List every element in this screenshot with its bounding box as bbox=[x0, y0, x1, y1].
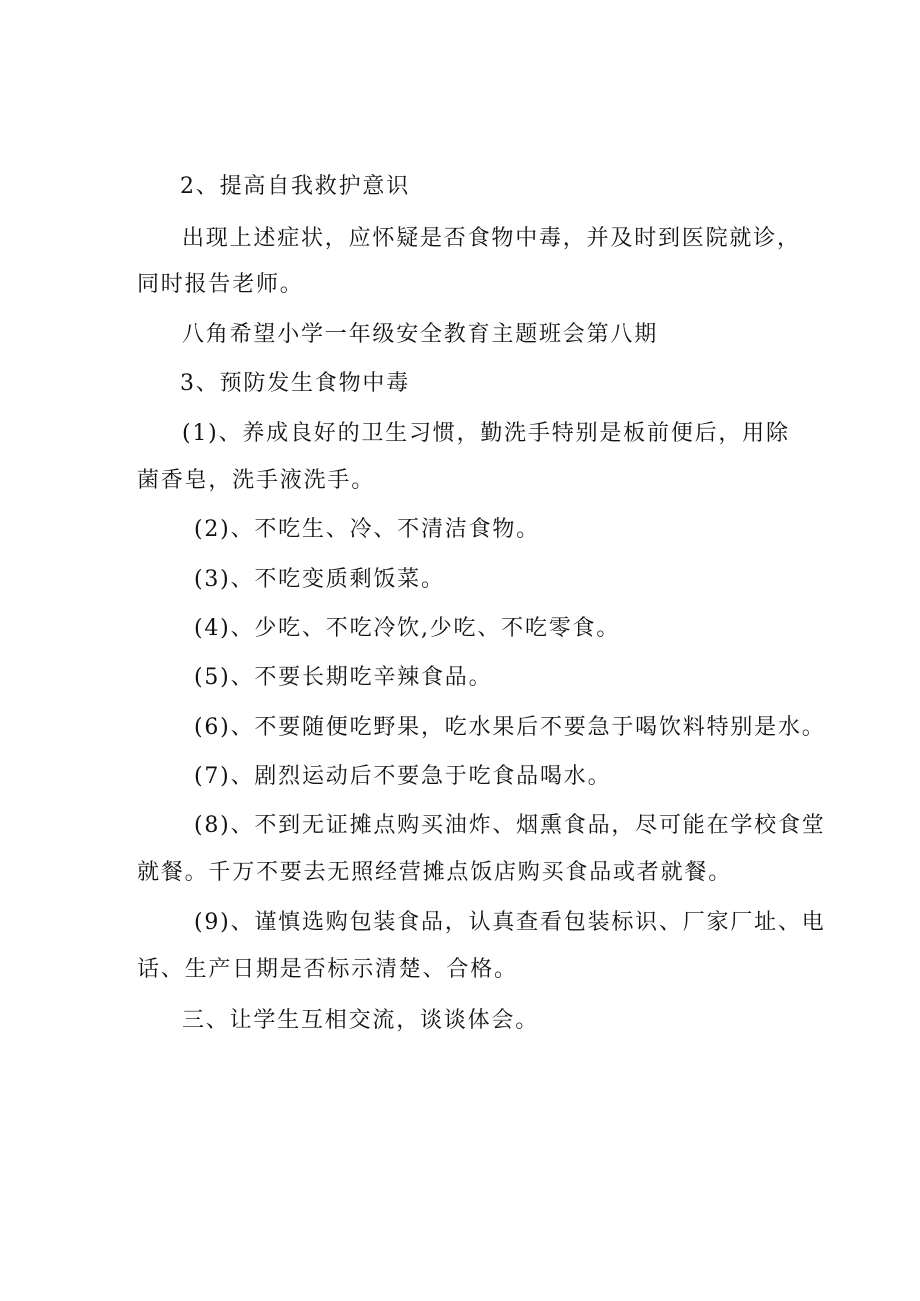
item-6: (6)、不要随便吃野果，吃水果后不要急于喝饮料特别是水。 bbox=[194, 715, 826, 740]
item-8-line-1: (8)、不到无证摊点购买油炸、烟熏食品，尽可能在学校食堂 bbox=[194, 813, 826, 838]
item-1-line-2: 菌香皂，洗手液洗手。 bbox=[137, 468, 376, 493]
heading-self-rescue: 2、提高自我救护意识 bbox=[180, 174, 410, 199]
item-7: (7)、剧烈运动后不要急于吃食品喝水。 bbox=[194, 764, 612, 789]
paragraph-symptoms-line-2: 同时报告老师。 bbox=[137, 272, 304, 297]
item-9-line-2: 话、生产日期是否标示清楚、合格。 bbox=[137, 957, 518, 982]
item-5: (5)、不要长期吃辛辣食品。 bbox=[194, 665, 493, 690]
section-three: 三、让学生互相交流，谈谈体会。 bbox=[182, 1008, 540, 1033]
heading-prevention: 3、预防发生食物中毒 bbox=[180, 371, 410, 396]
item-9-line-1: (9)、谨慎选购包装食品，认真查看包装标识、厂家厂址、电 bbox=[194, 910, 826, 935]
item-1-line-1: (1)、养成良好的卫生习惯，勤洗手特别是板前便后，用除 bbox=[182, 421, 790, 446]
paragraph-symptoms-line-1: 出现上述症状，应怀疑是否食物中毒，并及时到医院就诊， bbox=[182, 226, 801, 251]
item-3: (3)、不吃变质剩饭菜。 bbox=[194, 567, 445, 592]
item-8-line-2: 就餐。千万不要去无照经营摊点饭店购买食品或者就餐。 bbox=[137, 860, 733, 885]
section-title: 八角希望小学一年级安全教育主题班会第八期 bbox=[182, 322, 659, 347]
item-2: (2)、不吃生、冷、不清洁食物。 bbox=[194, 517, 540, 542]
item-4: (4)、少吃、不吃冷饮,少吃、不吃零食。 bbox=[194, 616, 621, 641]
